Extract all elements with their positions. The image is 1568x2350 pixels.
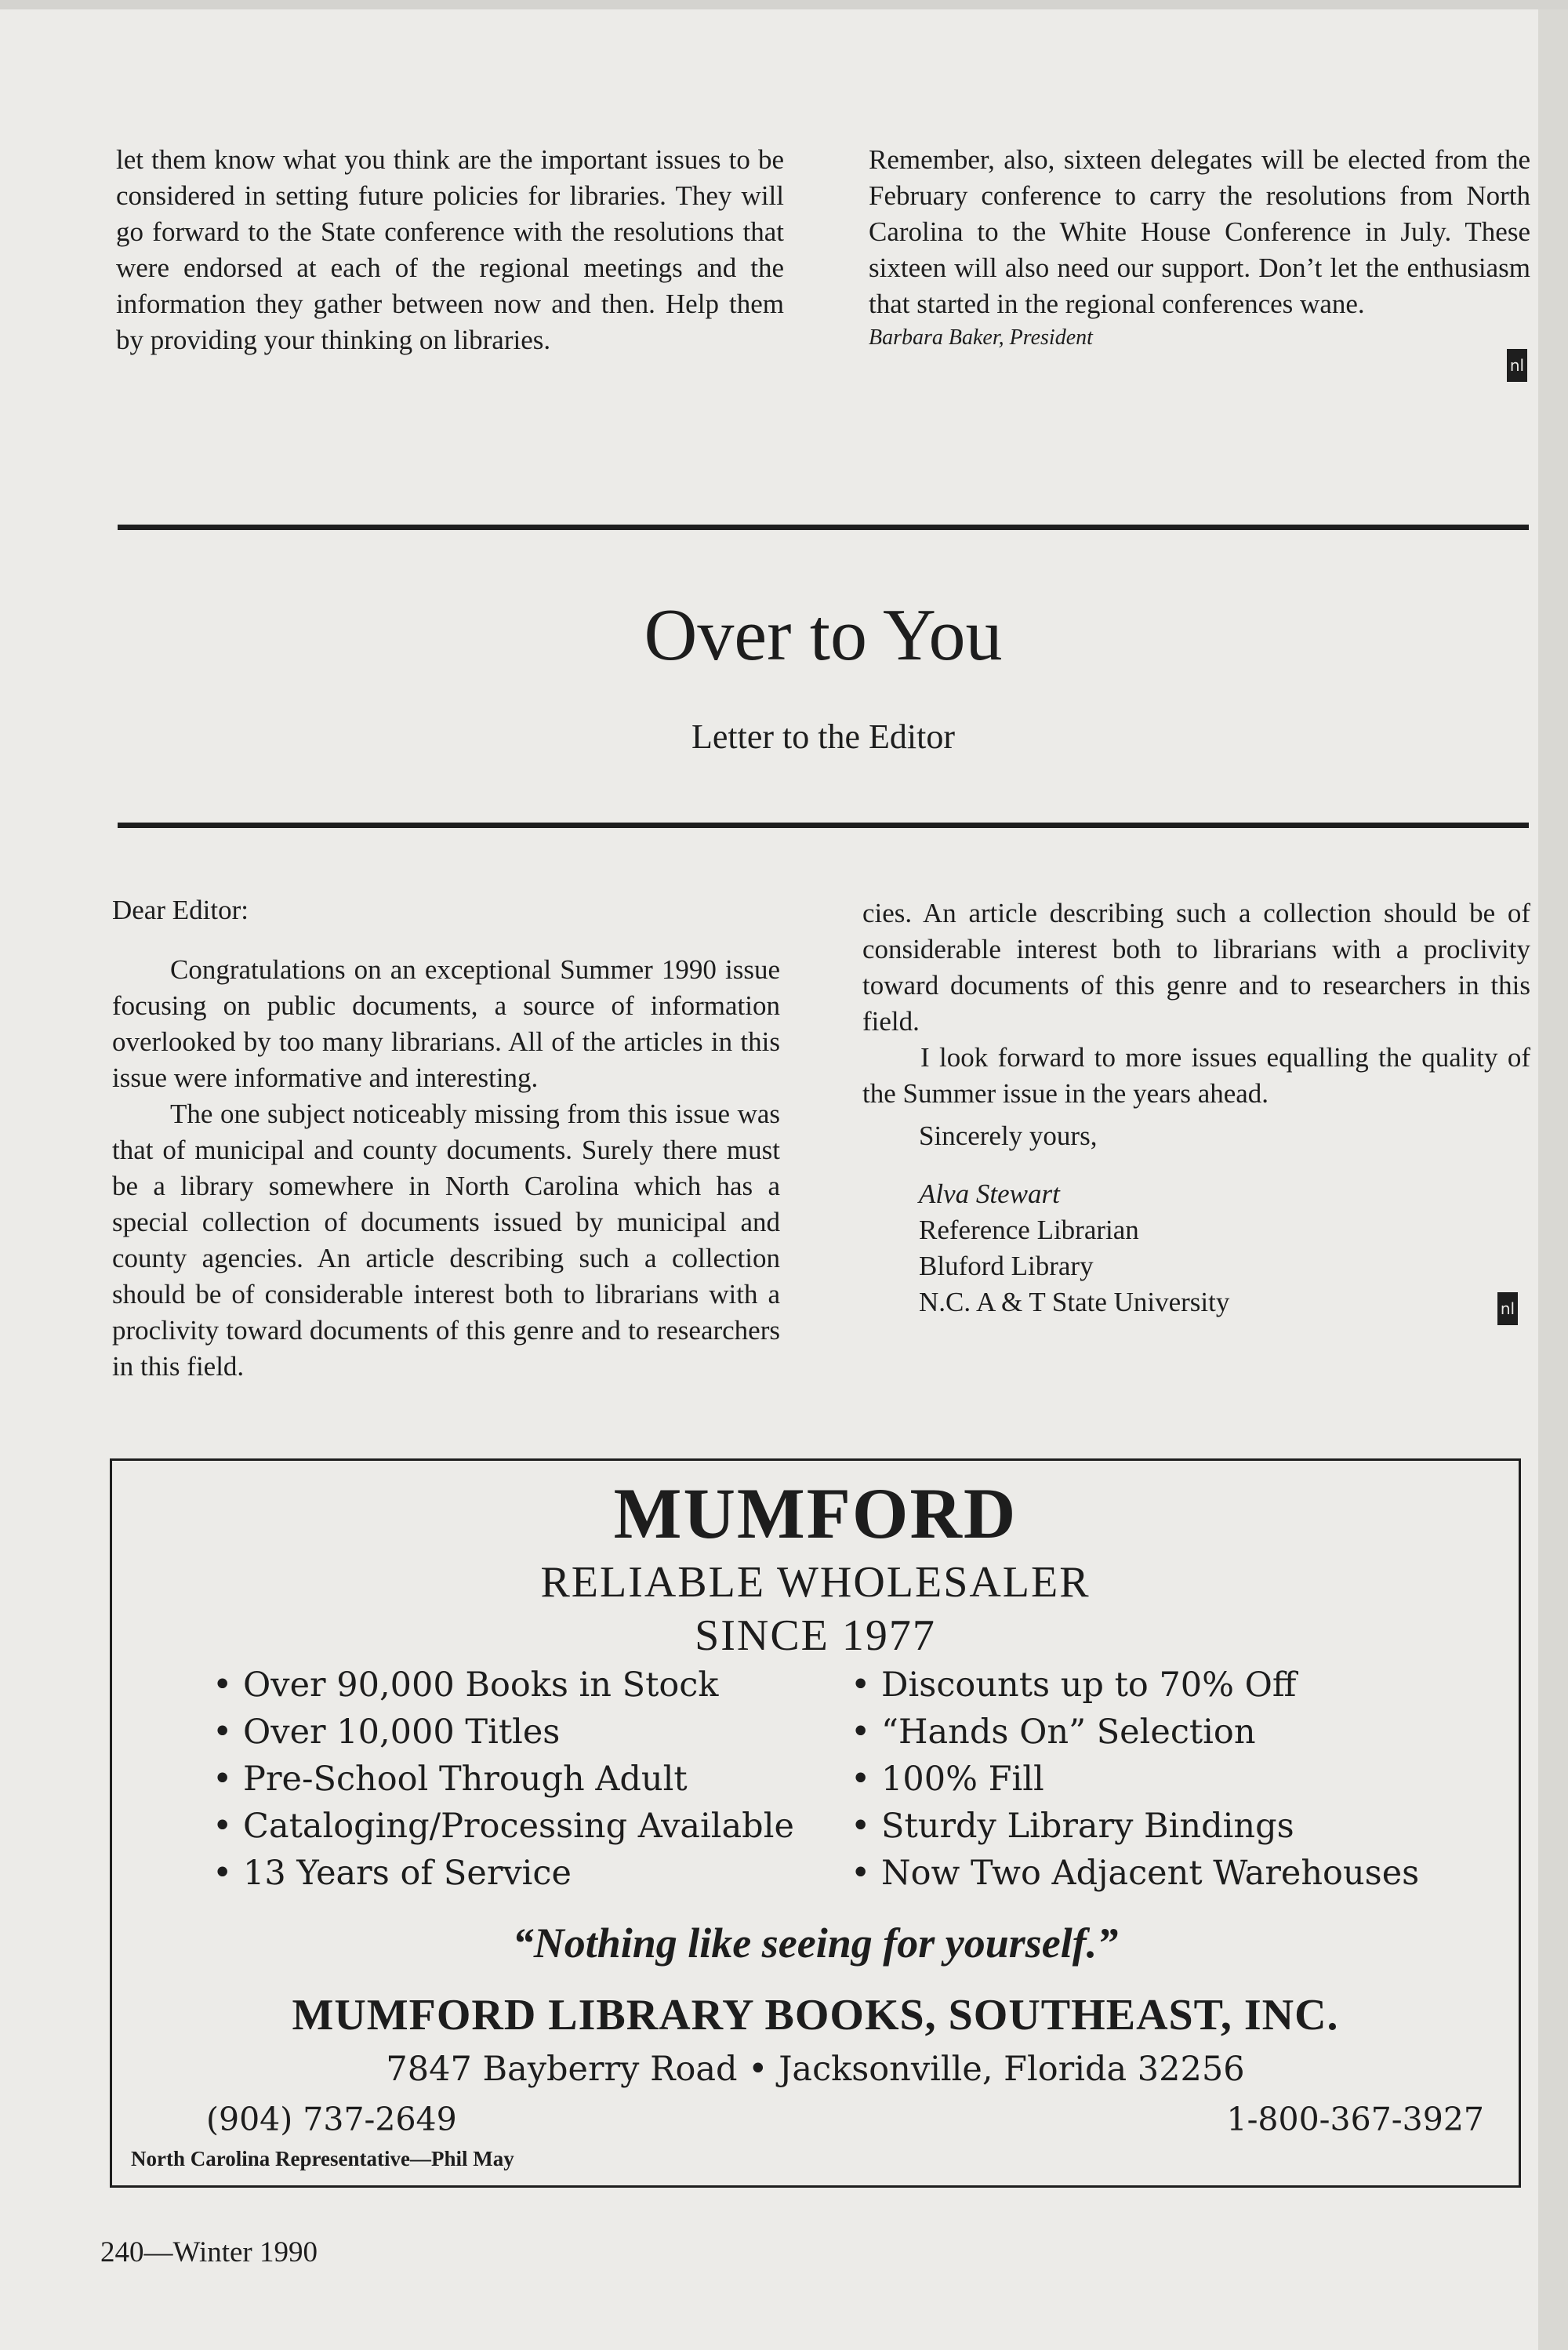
continued-text-left: let them know what you think are the important issues to be considered in setting future policies for libraries. They will go forward to the State conference with the resolutions that were endorsed at each of the regional meetings and the information they gather between now and then. Help them by providing your thinking on libraries. xyxy=(116,144,784,355)
continued-column-right xyxy=(869,142,1530,354)
letter-paragraph-3: I look forward to more issues equalling the quality of the Summer issue in the years ahead. xyxy=(862,1042,1530,1109)
letter-column-left xyxy=(112,892,780,1382)
ad-since-year: SINCE 1977 xyxy=(695,1611,936,1660)
ad-phone-tollfree: 1-800-367-3927 xyxy=(1226,2101,1484,2138)
letter-paragraph-2: The one subject noticeably missing from this issue was that of municipal and county documents. Surely there must be a library somewhere in North Carolina which has a special collection of documents issued by municipal and county agencies. An article describing such a collection should be of considerable interest both to librarians with a proclivity toward documents of this genre and to researchers in this field. xyxy=(112,1099,780,1382)
page-folio: 240—Winter 1990 xyxy=(100,2236,318,2268)
ad-slogan: “Nothing like seeing for yourself.” xyxy=(512,1920,1119,1967)
ad-address: 7847 Bayberry Road • Jacksonville, Florida 32256 xyxy=(386,2050,1245,2089)
section-rule-bottom xyxy=(118,823,1529,828)
end-of-article-mark: nl xyxy=(1507,349,1527,382)
ad-phone-local: (904) 737-2649 xyxy=(206,2101,457,2138)
section-subtitle: Letter to the Editor xyxy=(691,717,955,756)
ad-feature-item: • Sturdy Library Bindings xyxy=(851,1803,1419,1850)
president-signature: Barbara Baker, President xyxy=(869,325,1093,350)
letter-column-right xyxy=(862,895,1530,1320)
letter-paragraph-2-continued: cies. An article describing such a collection should be of considerable interest both to librarians with a proclivity toward documents of this genre and to researchers in this field. xyxy=(862,898,1530,1037)
continued-column-left xyxy=(116,142,784,358)
ad-feature-item: • 13 Years of Service xyxy=(212,1850,794,1897)
signer-institution: N.C. A & T State University xyxy=(919,1287,1230,1317)
ad-features-left xyxy=(212,1662,794,1897)
adjacent-page-edge xyxy=(1538,0,1568,2350)
mumford-advertisement xyxy=(110,1458,1521,2188)
ad-feature-item: • Discounts up to 70% Off xyxy=(851,1662,1419,1709)
ad-features-right xyxy=(851,1662,1419,1897)
ad-representative: North Carolina Representative—Phil May xyxy=(131,2147,514,2170)
ad-company-name: MUMFORD LIBRARY BOOKS, SOUTHEAST, INC. xyxy=(292,1991,1339,2039)
ad-feature-item: • Now Two Adjacent Warehouses xyxy=(851,1850,1419,1897)
letter-salutation: Dear Editor: xyxy=(112,895,249,925)
letter-paragraph-1: Congratulations on an exceptional Summer 1990 issue focusing on public documents, a source of information overlooked by too many librarians. All of the articles in this issue were informative and interesting. xyxy=(112,954,780,1093)
ad-feature-item: • Cataloging/Processing Available xyxy=(212,1803,794,1850)
signer-name: Alva Stewart xyxy=(919,1179,1060,1209)
end-of-letter-mark: nl xyxy=(1497,1292,1518,1325)
ad-tagline: RELIABLE WHOLESALER xyxy=(540,1558,1091,1607)
ad-brand-name: MUMFORD xyxy=(613,1473,1018,1553)
signer-title: Reference Librarian xyxy=(919,1215,1139,1245)
previous-page-strip xyxy=(0,0,1568,9)
ad-feature-item: • Over 90,000 Books in Stock xyxy=(212,1662,794,1709)
ad-feature-item: • 100% Fill xyxy=(851,1756,1419,1803)
letter-signature-block xyxy=(919,1118,1530,1320)
ad-feature-item: • Pre-School Through Adult xyxy=(212,1756,794,1803)
ad-feature-item: • “Hands On” Selection xyxy=(851,1709,1419,1756)
ad-feature-item: • Over 10,000 Titles xyxy=(212,1709,794,1756)
section-title: Over to You xyxy=(644,594,1003,676)
continued-text-right: Remember, also, sixteen delegates will be elected from the February conference to carry the resolutions from North Carolina to the White House Conference in July. These sixteen will also need our support. Don’t let the enthusiasm that started in the regional conferences wane. xyxy=(869,144,1530,319)
section-rule-top xyxy=(118,525,1529,530)
letter-closing: Sincerely yours, xyxy=(919,1121,1098,1151)
signer-library: Bluford Library xyxy=(919,1251,1094,1281)
